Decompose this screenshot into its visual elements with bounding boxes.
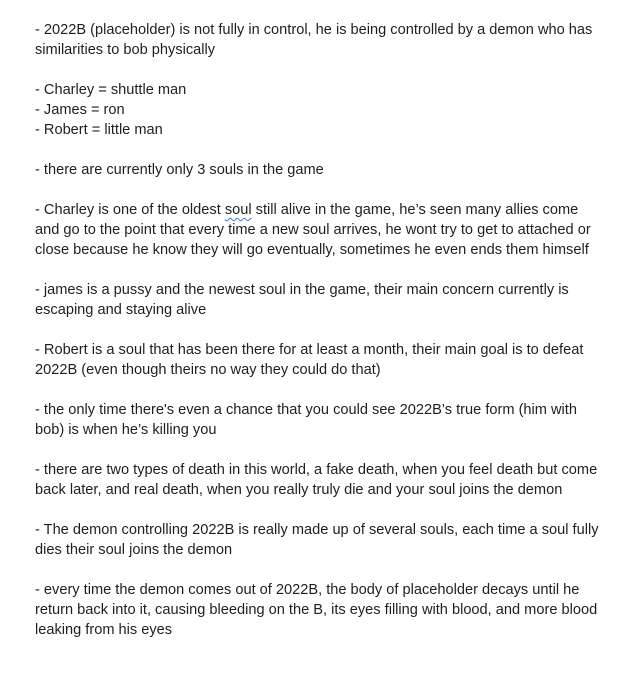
charley-text-end: still alive in the game, he’s seen many allies come and go to the point that every time a new soul arrives, he wont try to get to attached or close because he know they will go eventually, sometimes he even ends them himself <box>35 202 591 258</box>
paragraph-soul-count: - there are currently only 3 souls in the game <box>35 162 324 178</box>
paragraph-placeholder-control: - 2022B (placeholder) is not fully in control, he is being controlled by a demon who has similarities to bob physically <box>35 22 593 58</box>
alias-james: - James = ron <box>35 102 125 118</box>
paragraph-robert: - Robert is a soul that has been there for at least a month, their main goal is to defeat 2022B (even though theirs no way they could do that) <box>35 342 584 378</box>
paragraph-demon-souls: - The demon controlling 2022B is really made up of several souls, each time a soul fully dies their soul joins the demon <box>35 522 599 558</box>
charley-text-start: - Charley is one of the oldest <box>35 202 225 218</box>
paragraph-death-types: - there are two types of death in this world, a fake death, when you feel death but come back later, and real death, when you really truly die and your soul joins the demon <box>35 462 598 498</box>
paragraph-james: - james is a pussy and the newest soul in the game, their main concern currently is escaping and staying alive <box>35 282 569 318</box>
document-body <box>35 20 605 640</box>
paragraph-aliases <box>35 80 605 140</box>
paragraph-charley <box>35 200 605 260</box>
paragraph-decay: - every time the demon comes out of 2022B, the body of placeholder decays until he return back into it, causing bleeding on the B, its eyes filling with blood, and more blood leaking from his eyes <box>35 582 598 638</box>
alias-charley: - Charley = shuttle man <box>35 82 187 98</box>
alias-robert: - Robert = little man <box>35 122 163 138</box>
spellcheck-flagged-word[interactable]: soul <box>224 202 252 218</box>
paragraph-true-form: - the only time there's even a chance that you could see 2022B’s true form (him with bob) is when he’s killing you <box>35 402 577 438</box>
